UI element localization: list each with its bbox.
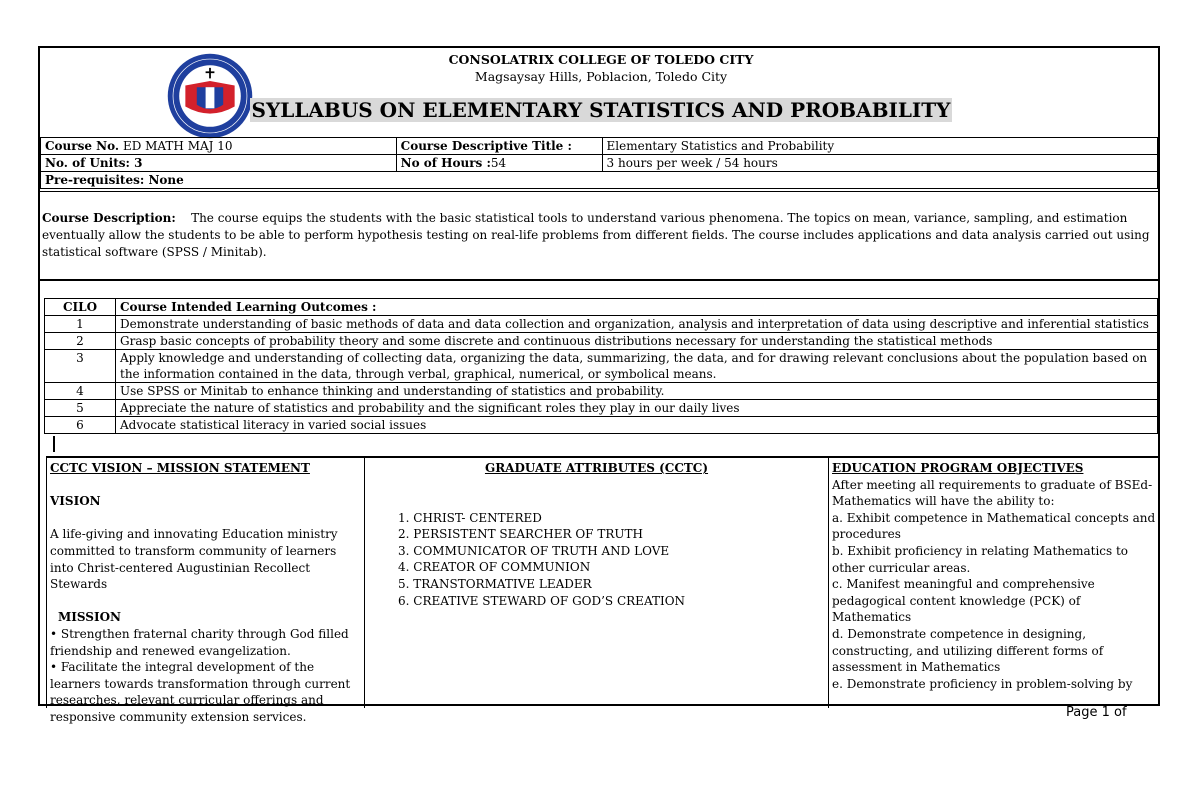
program-objective-item: a. Exhibit competence in Mathematical concepts and procedures xyxy=(832,510,1156,542)
program-objectives-intro: After meeting all requirements to graduate of BSEd-Mathematics will have the ability to: xyxy=(832,477,1153,509)
mission-item: • Strengthen fraternal charity through God filled friendship and renewed evangelization. xyxy=(50,626,349,658)
course-info-row xyxy=(41,155,1158,172)
units-label: No. of Units: 3 xyxy=(41,155,397,172)
cilo-col-header: CILO xyxy=(45,299,116,316)
vision-label: VISION xyxy=(50,494,101,509)
vision-mission-heading: CCTC VISION – MISSION STATEMENT xyxy=(50,461,310,475)
vision-text: A life-giving and innovating Education ministry committed to transform community of learners into Christ-centered Augustinian Recollect Stewards xyxy=(50,527,338,592)
cilo-outcome: Use SPSS or Minitab to enhance thinking and understanding of statistics and probability. xyxy=(116,383,1158,400)
cilo-row xyxy=(45,350,1158,383)
institution-address: Magsaysay Hills, Poblacion, Toledo City xyxy=(474,69,728,84)
cilo-outcome: Appreciate the nature of statistics and probability and the significant roles they play in our daily lives xyxy=(116,400,1158,417)
graduate-attribute-item: 1. CHRIST- CENTERED xyxy=(398,510,542,525)
course-description xyxy=(40,191,1158,281)
cilo-number: 1 xyxy=(45,316,116,333)
course-description-text: The course equips the students with the basic statistical tools to understand various phenomena. The topics on mean, variance, sampling, and estimation eventually allow the students to be able to perform hypothesis testing on real-life problems from different fields. The course includes applications and data analysis carried out using statistical software (SPSS / Minitab). xyxy=(42,211,1150,259)
hours-cell xyxy=(396,155,602,172)
hours-label: No of Hours : xyxy=(400,156,491,170)
graduate-attributes-column xyxy=(365,458,829,708)
course-no-cell xyxy=(41,138,397,155)
cilo-row xyxy=(45,333,1158,350)
descriptive-title-label: Course Descriptive Title : xyxy=(396,138,602,155)
institution-name: CONSOLATRIX COLLEGE OF TOLEDO CITY xyxy=(448,52,754,67)
cilo-outcome: Apply knowledge and understanding of collecting data, organizing the data, summarizing, the data, and for drawing relevant conclusions about the population based on the information contained in the data, through verbal, graphical, numerical, or symbolical means. xyxy=(116,350,1158,383)
course-info-row xyxy=(41,172,1158,189)
course-info-table xyxy=(40,137,1158,189)
course-no-label: Course No. xyxy=(45,139,120,153)
page-number: Page 1 of xyxy=(1066,705,1127,720)
cilo-outcome: Demonstrate understanding of basic methods of data and data collection and organization, analysis and interpretation of data using descriptive and inferential statistics xyxy=(116,316,1158,333)
mission-item: • Facilitate the integral development of the learners towards transformation through current researches, relevant curricular offerings and responsive community extension services. xyxy=(50,660,351,724)
graduate-attribute-item: 4. CREATOR OF COMMUNION xyxy=(398,560,591,575)
program-objectives-heading: EDUCATION PROGRAM OBJECTIVES xyxy=(832,461,1084,475)
text-cursor-mark xyxy=(53,436,55,452)
cilo-row xyxy=(45,417,1158,434)
course-info-row xyxy=(41,138,1158,155)
syllabus-title xyxy=(40,98,1162,122)
graduate-attribute-item: 6. CREATIVE STEWARD OF GOD’S CREATION xyxy=(398,593,686,608)
vision-mission-column xyxy=(47,458,365,724)
program-objective-item: d. Demonstrate competence in designing, constructing, and utilizing different forms of assessment in Mathematics xyxy=(832,626,1104,675)
hours-detail: 3 hours per week / 54 hours xyxy=(602,155,1157,172)
course-no-value: ED MATH MAJ 10 xyxy=(122,139,233,153)
cilo-outcome: Grasp basic concepts of probability theory and some discrete and continuous distributions necessary for understanding the statistical methods xyxy=(116,333,1158,350)
cilo-header-row xyxy=(45,299,1158,316)
descriptive-title-value: Elementary Statistics and Probability xyxy=(602,138,1157,155)
syllabus-title-text: SYLLABUS ON ELEMENTARY STATISTICS AND PROBABILITY xyxy=(251,98,951,122)
prerequisites: Pre-requisites: None xyxy=(41,172,1158,189)
graduate-attributes-heading: GRADUATE ATTRIBUTES (CCTC) xyxy=(484,461,709,475)
graduate-attributes-list xyxy=(368,510,825,610)
program-objective-item: c. Manifest meaningful and comprehensive pedagogical content knowledge (PCK) of Mathematics xyxy=(832,577,1095,625)
cilo-number: 3 xyxy=(45,350,116,383)
program-objective-item: e. Demonstrate proficiency in problem-solving by xyxy=(832,676,1133,691)
graduate-attribute-item: 2. PERSISTENT SEARCHER OF TRUTH xyxy=(398,527,643,542)
graduate-attribute-item: 3. COMMUNICATOR OF TRUTH AND LOVE xyxy=(398,543,670,558)
program-objectives-column xyxy=(829,458,1159,708)
cilo-row xyxy=(45,316,1158,333)
cilo-number: 2 xyxy=(45,333,116,350)
cilo-row xyxy=(45,383,1158,400)
graduate-attribute-item: 5. TRANSTORMATIVE LEADER xyxy=(398,576,592,591)
cilo-number: 5 xyxy=(45,400,116,417)
course-description-label: Course Description: xyxy=(42,211,176,225)
mission-label: MISSION xyxy=(58,610,121,625)
cilo-number: 6 xyxy=(45,417,116,434)
cilo-outcome: Advocate statistical literacy in varied social issues xyxy=(116,417,1158,434)
cilo-table xyxy=(44,298,1158,434)
outcome-col-header: Course Intended Learning Outcomes : xyxy=(116,299,1158,316)
hours-value: 54 xyxy=(490,156,507,170)
program-objective-item: b. Exhibit proficiency in relating Mathematics to other curricular areas. xyxy=(832,543,1129,575)
cilo-row xyxy=(45,400,1158,417)
cilo-number: 4 xyxy=(45,383,116,400)
